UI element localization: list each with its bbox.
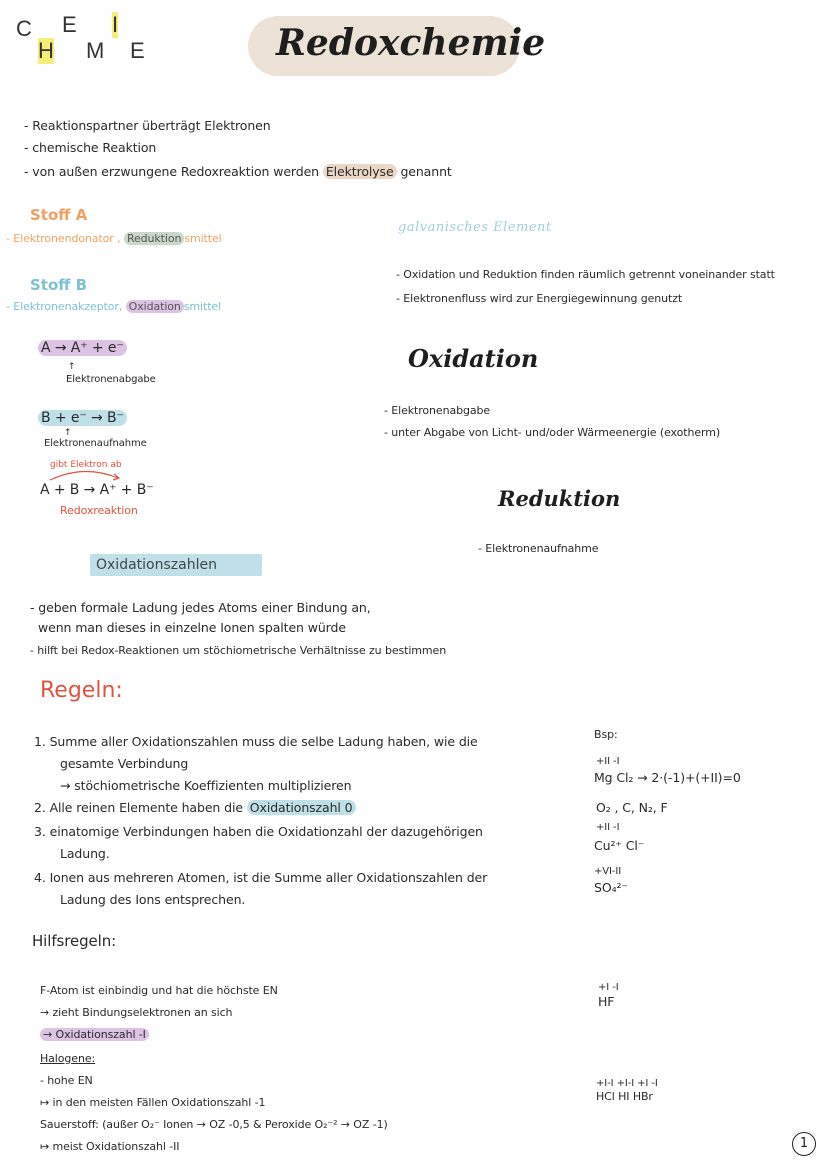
galvanisch-title: galvanisches Element <box>398 220 552 235</box>
elements-example: O₂ , C, N₂, F <box>596 800 668 815</box>
page-number: 1 <box>792 1132 816 1156</box>
hx-oxnumbers: +I-I +I-I +I -I <box>596 1078 658 1089</box>
galvanisch-line-2: - Elektronenfluss wird zur Energiegewinnung genutzt <box>396 292 683 305</box>
arrow-up-icon: ↑ <box>68 362 76 372</box>
hilfsregel-3: → Oxidationszahl -I <box>40 1028 149 1041</box>
ions-example: Cu²⁺ Cl⁻ <box>594 838 645 853</box>
page-title: Redoxchemie <box>276 22 546 64</box>
halogene-heading: Halogene: <box>40 1052 96 1065</box>
letter-h: H <box>38 38 54 63</box>
oxidation-title: Oxidation <box>408 344 539 373</box>
letter-e2: E <box>130 38 145 63</box>
oz-line-3: - hilft bei Redox-Reaktionen um stöchiometrische Verhältnisse zu bestimmen <box>30 644 447 657</box>
ions-oxnumbers: +II -I <box>596 822 620 833</box>
regeln-title: Regeln: <box>40 678 123 703</box>
oxidation-line-1: - Elektronenabgabe <box>384 404 491 417</box>
beispiele-title: Bsp: <box>594 728 618 741</box>
intro-line-2: - chemische Reaktion <box>24 140 157 155</box>
mgcl2-example: Mg Cl₂ → 2·(-1)+(+II)=0 <box>594 770 741 785</box>
electron-transfer-note: gibt Elektron ab <box>50 460 122 470</box>
hilfsregel-8: ↦ meist Oxidationszahl -II <box>40 1140 180 1153</box>
stoff-a-line: - Elektronendonator , Reduktion smittel <box>6 232 222 245</box>
hx-example: HCl HI HBr <box>596 1090 653 1103</box>
regel-4: 4. Ionen aus mehreren Atomen, ist die Summe aller Oxidationszahlen der <box>34 870 488 885</box>
regel-2: 2. Alle reinen Elemente haben die Oxidationszahl 0 <box>34 800 356 815</box>
regel-3: 3. einatomige Verbindungen haben die Oxidationzahl der dazugehörigen <box>34 824 483 839</box>
hilfsregeln-title: Hilfsregeln: <box>32 932 117 950</box>
hf-oxnumbers: +I -I <box>598 982 619 993</box>
reduktion-line-1: - Elektronenaufnahme <box>478 542 599 555</box>
intro-line-3: - von außen erzwungene Redoxreaktion werden Elektrolyse genannt <box>24 164 452 179</box>
oz-line-1: - geben formale Ladung jedes Atoms einer Bindung an, <box>30 600 371 615</box>
letter-m: M <box>86 38 105 63</box>
equation-oxidation-label: Elektronenabgabe <box>66 374 156 385</box>
regel-3-cont: Ladung. <box>60 846 110 861</box>
oxidation-line-2: - unter Abgabe von Licht- und/oder Wärmeenergie (exotherm) <box>384 426 721 439</box>
so4-oxnumbers: +VI-II <box>594 866 622 877</box>
stoff-b-line: - Elektronenakzeptor, Oxidation smittel <box>6 300 222 313</box>
hf-example: HF <box>598 994 615 1009</box>
equation-reduction-label: Elektronenaufnahme <box>44 438 147 449</box>
equation-oxidation: A → A⁺ + e⁻ <box>38 340 127 356</box>
regel-1-sub: → stöchiometrische Koeffizienten multiplizieren <box>60 778 352 793</box>
so4-example: SO₄²⁻ <box>594 880 628 895</box>
regel-1: 1. Summe aller Oxidationszahlen muss die selbe Ladung haben, wie die <box>34 734 478 749</box>
hilfsregel-1: F-Atom ist einbindig und hat die höchste EN <box>40 984 278 997</box>
letter-e: E <box>62 12 77 37</box>
galvanisch-line-1: - Oxidation und Reduktion finden räumlich getrennt voneinander statt <box>396 268 775 281</box>
hilfsregel-2: → zieht Bindungselektronen an sich <box>40 1006 233 1019</box>
intro-line-1: - Reaktionspartner überträgt Elektronen <box>24 118 271 133</box>
regel-4-cont: Ladung des Ions entsprechen. <box>60 892 246 907</box>
stoff-a-title: Stoff A <box>30 206 88 224</box>
hilfsregel-6: ↦ in den meisten Fällen Oxidationszahl -1 <box>40 1096 266 1109</box>
reduktion-title: Reduktion <box>498 486 621 511</box>
oxidationszahlen-title: Oxidationszahlen <box>90 554 262 576</box>
elektrolyse-highlight: Elektrolyse <box>323 164 397 179</box>
equation-reduction: B + e⁻ → B⁻ <box>38 410 127 426</box>
mgcl2-oxnumbers: +II -I <box>596 756 620 767</box>
oz-line-2: wenn man dieses in einzelne Ionen spalten würde <box>38 620 346 635</box>
hilfsregel-7: Sauerstoff: (außer O₂⁻ Ionen → OZ -0,5 & Peroxide O₂⁻² → OZ -1) <box>40 1118 388 1131</box>
equation-redox: A + B → A⁺ + B⁻ <box>40 482 154 498</box>
arrow-up-icon: ↑ <box>64 428 72 438</box>
regel-1-cont: gesamte Verbindung <box>60 756 189 771</box>
curved-arrow-icon <box>44 466 124 482</box>
equation-redox-label: Redoxreaktion <box>60 504 138 517</box>
stoff-b-title: Stoff B <box>30 276 88 294</box>
hilfsregel-5: - hohe EN <box>40 1074 93 1087</box>
letter-i: I <box>112 12 119 37</box>
letter-c: C <box>16 16 32 41</box>
